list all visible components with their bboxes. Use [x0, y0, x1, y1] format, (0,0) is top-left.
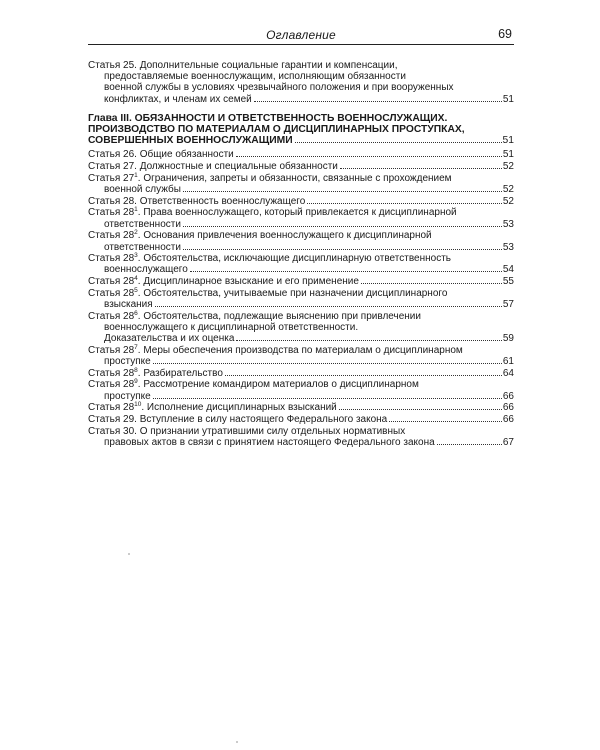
toc-entry-first-line [88, 345, 514, 356]
toc-page-number: 52 [502, 161, 514, 173]
toc-entry-first-superscript: 9 [134, 378, 138, 386]
toc-entry[interactable] [88, 230, 514, 252]
toc-entry-title [88, 368, 223, 379]
toc-entry-last-line [88, 356, 514, 367]
toc-page-number: 51 [502, 149, 514, 161]
toc-page-number: 61 [502, 356, 514, 368]
toc-entry-first-superscript: 5 [134, 286, 138, 294]
toc-page-number: 57 [502, 299, 514, 311]
dot-leader [437, 444, 502, 445]
toc-entry-title: военнослужащего [104, 264, 188, 276]
toc-entry-title: конфликтах, и членам их семей [104, 93, 252, 105]
toc-entry-last-line [88, 149, 514, 160]
page-header [88, 22, 514, 45]
toc-entry-first-text-cont: . Меры обеспечения производства по материалам о дисциплинарном [137, 344, 463, 356]
toc-page-number: 54 [502, 264, 514, 276]
dot-leader [236, 156, 502, 157]
dot-leader [153, 363, 502, 364]
toc-entry-first-line [88, 230, 514, 241]
toc-entry-title: Статья 28. Ответственность военнослужащего [88, 195, 306, 207]
toc-entry-title: ответственности [104, 241, 181, 253]
toc-page-number: 59 [502, 333, 514, 345]
toc-entry[interactable] [88, 345, 514, 367]
dot-leader [153, 398, 502, 399]
toc-entry[interactable] [88, 402, 514, 413]
toc-entry-title: СОВЕРШЕННЫХ ВОЕННОСЛУЖАЩИМИ [88, 135, 293, 147]
toc-entry[interactable] [88, 196, 514, 207]
toc-entry-first-line [88, 253, 514, 264]
table-of-contents [88, 60, 514, 449]
toc-entry-line: ПРОИЗВОДСТВО ПО МАТЕРИАЛАМ О ДИСЦИПЛИНАРНЫХ ПРОСТУПКАХ, [88, 124, 465, 136]
toc-page-number: 52 [502, 184, 514, 196]
dot-leader [295, 142, 502, 143]
toc-entry-first-text: Статья 28 [88, 379, 135, 391]
toc-entry-first-text: Статья 27 [88, 172, 135, 184]
toc-entry-first-line: Статья 30. О признании утратившими силу отдельных нормативных [88, 425, 406, 437]
dot-leader [340, 168, 502, 169]
toc-entry[interactable] [88, 149, 514, 160]
page-number: 69 [498, 27, 512, 41]
toc-entry-first-superscript: 7 [134, 343, 138, 351]
dot-leader [183, 226, 502, 227]
toc-page-number: 64 [502, 367, 514, 379]
toc-page-number: 51 [502, 93, 514, 105]
toc-entry-title-text-cont: . Дисциплинарное взыскание и его применение [137, 276, 359, 288]
toc-entry[interactable] [88, 207, 514, 229]
toc-entry-title-superscript: 8 [134, 366, 138, 374]
toc-entry-title [88, 402, 337, 413]
toc-entry-first-line [88, 379, 514, 390]
toc-entry-last-line [88, 184, 514, 195]
dot-leader [183, 249, 502, 250]
toc-entry[interactable] [88, 368, 514, 379]
toc-entry-first-text: Статья 28 [88, 287, 135, 299]
toc-entry-last-line [88, 196, 514, 207]
toc-page-number: 53 [502, 241, 514, 253]
toc-entry-last-line [88, 264, 514, 275]
toc-chapter[interactable] [88, 113, 514, 147]
toc-entry[interactable] [88, 253, 514, 275]
toc-entry-first-text-cont: . Обстоятельства, учитываемые при назначении дисциплинарного [137, 287, 448, 299]
toc-entry-first-text: Статья 28 [88, 230, 135, 242]
toc-entry-first-line [88, 288, 514, 299]
toc-page-number: 66 [502, 390, 514, 402]
toc-entry-title-text: Статья 28 [88, 402, 135, 414]
toc-page-number: 51 [502, 135, 514, 147]
toc-entry[interactable] [88, 161, 514, 172]
toc-entry-title: военной службы [104, 184, 181, 196]
toc-entry-last-line [88, 94, 514, 105]
toc-entry-title: Статья 29. Вступление в силу настоящего Федерального закона [88, 414, 388, 426]
toc-entry-first-text-cont: . Ограничения, запреты и обязанности, связанные с прохождением [137, 172, 452, 184]
toc-entry-last-line [88, 242, 514, 253]
toc-entry-title-superscript: 10 [134, 401, 142, 409]
dot-leader [236, 340, 501, 341]
toc-entry-title-text: Статья 28 [88, 367, 135, 379]
toc-entry-last-line [88, 135, 514, 146]
dot-leader [389, 421, 502, 422]
toc-entry-line: предоставляемые военнослужащим, исполняющим обязанности [104, 71, 406, 83]
dot-leader [155, 306, 502, 307]
toc-entry-title: Статья 27. Должностные и специальные обязанности [88, 161, 338, 173]
toc-entry-first-text-cont: . Обстоятельства, подлежащие выяснению при привлечении [137, 310, 421, 322]
toc-entry-first-superscript: 2 [134, 229, 138, 237]
toc-entry-title [88, 276, 359, 287]
toc-entry-last-line [88, 276, 514, 287]
toc-entry-title: проступке [104, 356, 151, 368]
toc-entry-title: Доказательства и их оценка [104, 333, 235, 345]
toc-entry[interactable] [88, 276, 514, 287]
dot-leader [183, 191, 502, 192]
toc-entry-line: военной службы в условиях чрезвычайного положения и при вооруженных [104, 82, 454, 94]
toc-page-number: 52 [502, 195, 514, 207]
toc-entry[interactable] [88, 426, 514, 448]
toc-page-number: 67 [502, 437, 514, 448]
toc-entry-first-text-cont: . Права военнослужащего, который привлекается к дисциплинарной [137, 207, 457, 219]
toc-entry-first-superscript: 1 [134, 171, 138, 179]
toc-entry-title-superscript: 4 [134, 275, 138, 283]
toc-entry-title: правовых актов в связи с принятием настоящего Федерального закона [104, 437, 435, 448]
toc-entry-title-text-cont: . Разбирательство [137, 367, 223, 379]
toc-entry-first-text: Статья 28 [88, 253, 135, 265]
toc-page-number: 55 [502, 276, 514, 288]
toc-entry[interactable] [88, 414, 514, 425]
dot-leader [307, 203, 502, 204]
toc-entry-last-line [88, 402, 514, 413]
toc-page-number: 66 [502, 402, 514, 414]
toc-entry-title: Статья 26. Общие обязанности [88, 149, 234, 161]
dot-leader [190, 271, 502, 272]
toc-entry-first-line [88, 311, 514, 322]
toc-entry-first-line: Глава III. ОБЯЗАННОСТИ И ОТВЕТСТВЕННОСТЬ ВОЕННОСЛУЖАЩИХ. [88, 112, 448, 124]
dot-leader [361, 283, 502, 284]
toc-entry-last-line [88, 219, 514, 230]
toc-entry-first-line: Статья 25. Дополнительные социальные гарантии и компенсации, [88, 60, 398, 71]
toc-entry-first-line [88, 173, 514, 184]
toc-entry-title-text-cont: . Исполнение дисциплинарных взысканий [141, 402, 337, 414]
toc-entry-first-superscript: 6 [134, 309, 138, 317]
toc-entry-title: взыскания [104, 299, 153, 311]
running-title: Оглавление [266, 28, 336, 42]
toc-entry-last-line [88, 368, 514, 379]
toc-entry-last-line [88, 414, 514, 425]
dot-leader [254, 101, 502, 102]
toc-entry-first-text-cont: . Основания привлечения военнослужащего к дисциплинарной [137, 230, 432, 242]
toc-entry-first-superscript: 1 [134, 206, 138, 214]
toc-entry-first-text-cont: . Рассмотрение командиром материалов о дисциплинарном [137, 379, 419, 391]
toc-page-number: 66 [502, 414, 514, 426]
toc-entry-last-line [88, 333, 514, 344]
dot-leader [339, 409, 502, 410]
toc-page-number: 53 [502, 218, 514, 230]
toc-entry-first-superscript: 3 [134, 252, 138, 260]
toc-entry[interactable] [88, 173, 514, 195]
toc-entry-last-line [88, 437, 514, 448]
toc-entry-title-text: Статья 28 [88, 276, 135, 288]
toc-entry-last-line [88, 161, 514, 172]
toc-entry-first-text: Статья 28 [88, 207, 135, 219]
toc-entry-title: ответственности [104, 218, 181, 230]
dot-leader [225, 375, 502, 376]
toc-entry-first-line [88, 207, 514, 218]
toc-entry[interactable] [88, 379, 514, 401]
toc-entry[interactable] [88, 60, 514, 105]
toc-entry-last-line [88, 299, 514, 310]
toc-entry[interactable] [88, 311, 514, 345]
toc-entry-first-text: Статья 28 [88, 344, 135, 356]
toc-entry-first-text: Статья 28 [88, 310, 135, 322]
toc-entry-first-text-cont: . Обстоятельства, исключающие дисциплинарную ответственность [137, 253, 451, 265]
toc-entry[interactable] [88, 288, 514, 310]
toc-entry-line: военнослужащего к дисциплинарной ответственности. [104, 321, 359, 333]
toc-entry-last-line [88, 391, 514, 402]
toc-entry-title: проступке [104, 390, 151, 402]
